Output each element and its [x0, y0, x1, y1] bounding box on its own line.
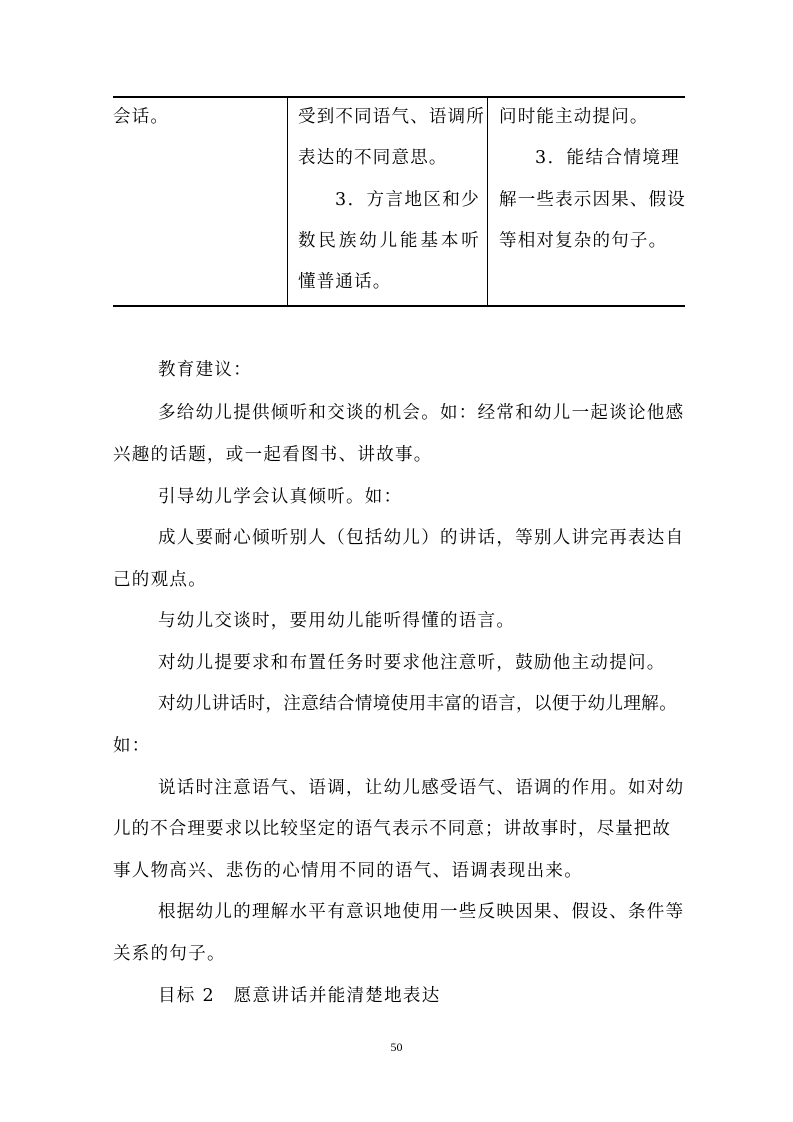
- paragraph-line: 如：: [113, 736, 151, 756]
- paragraph-line: 与幼儿交谈时，要用幼儿能听得懂的语言。: [158, 611, 516, 631]
- table-cell-text: 懂普通话。: [298, 272, 392, 292]
- paragraph-line: 多给幼儿提供倾听和交谈的机会。如：经常和幼儿一起谈论他感: [158, 403, 685, 423]
- table-cell-text: 等相对复杂的句子。: [499, 231, 668, 251]
- table-cell-text: 3．方言地区和少: [335, 190, 480, 210]
- table-cell-text: 表达的不同意思。: [298, 148, 448, 168]
- paragraph-line: 根据幼儿的理解水平有意识地使用一些反映因果、假设、条件等: [158, 902, 685, 922]
- table-cell-text: 解一些表示因果、假设: [499, 190, 686, 210]
- paragraph-line: 对幼儿提要求和布置任务时要求他注意听，鼓励他主动提问。: [158, 653, 666, 673]
- table-cell-text: 会话。: [113, 107, 170, 127]
- paragraph-line: 引导幼儿学会认真倾听。如：: [158, 487, 403, 507]
- goal-heading: 目标 2 愿意讲话并能清楚地表达: [158, 986, 441, 1006]
- table-cell-text: 3．能结合情境理: [535, 148, 680, 168]
- paragraph-line: 关系的句子。: [113, 944, 226, 964]
- paragraph-line: 儿的不合理要求以比较坚定的语气表示不同意；讲故事时，尽量把故: [113, 819, 671, 839]
- page-number: 50: [390, 1040, 403, 1054]
- table-cell-text: 问时能主动提问。: [499, 107, 649, 127]
- section-heading: 教育建议：: [158, 360, 252, 380]
- goal-table: [113, 96, 685, 307]
- table-cell-text: 数民族幼儿能基本听: [298, 231, 480, 251]
- table-cell-text: 受到不同语气、语调所: [298, 107, 485, 127]
- paragraph-line: 说话时注意语气、语调，让幼儿感受语气、语调的作用。如对幼: [158, 778, 685, 798]
- paragraph-line: 对幼儿讲话时，注意结合情境使用丰富的语言，以便于幼儿理解。: [158, 694, 678, 714]
- paragraph-line: 兴趣的话题，或一起看图书、讲故事。: [113, 445, 433, 465]
- table-column-2: [287, 98, 487, 305]
- table-column-3: [487, 98, 685, 305]
- table-column-1: [113, 98, 287, 305]
- paragraph-line: 己的观点。: [113, 570, 207, 590]
- paragraph-line: 成人要耐心倾听别人（包括幼儿）的讲话，等别人讲完再表达自: [158, 528, 685, 548]
- paragraph-line: 事人物高兴、悲伤的心情用不同的语气、语调表现出来。: [113, 861, 583, 881]
